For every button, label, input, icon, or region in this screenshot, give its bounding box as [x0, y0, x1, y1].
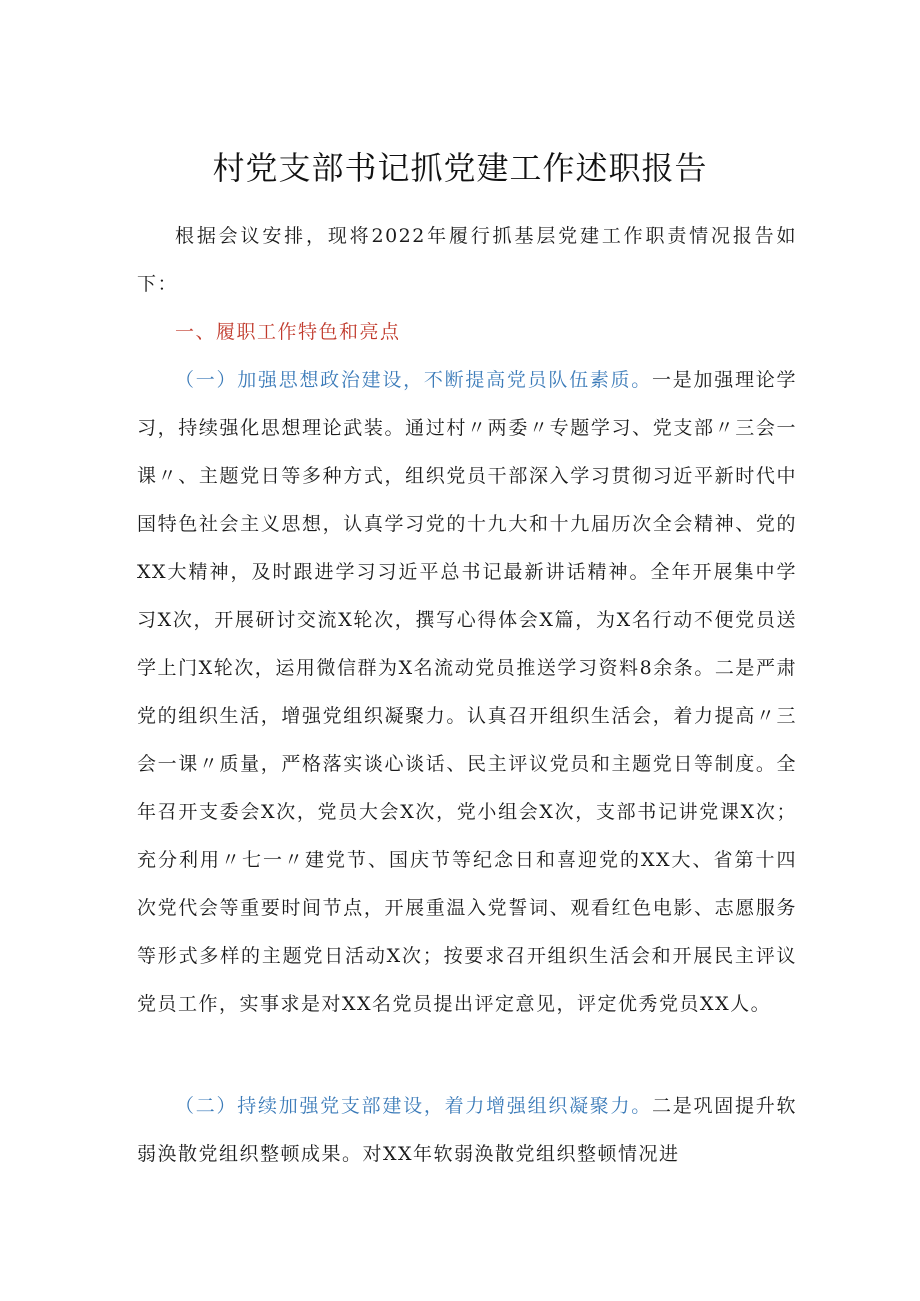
body-paragraph-2 [137, 1082, 797, 1178]
subsection-body-1: 一是加强理论学习，持续强化思想理论武装。通过村〃两委〃专题学习、党支部〃三会一课〃、主题党日等多种方式，组织党员干部深入学习贯彻习近平新时代中国特色社会主义思想，认真学习党的十九大和十九届历次全会精神、党的XX大精神，及时跟进学习习近平总书记最新讲话精神。全年开展集中学习X次，开展研讨交流X轮次，撰写心得体会X篇，为X名行动不便党员送学上门X轮次，运用微信群为X名流动党员推送学习资料8余条。二是严肃党的组织生活，增强党组织凝聚力。认真召开组织生活会，着力提高〃三会一课〃质量，严格落实谈心谈话、民主评议党员和主题党日等制度。全年召开支委会X次，党员大会X次，党小组会X次，支部书记讲党课X次；充分利用〃七一〃建党节、国庆节等纪念日和喜迎党的XX大、省第十四次党代会等重要时间节点，开展重温入党誓词、观看红色电影、志愿服务等形式多样的主题党日活动X次；按要求召开组织生活会和开展民主评议党员工作，实事求是对XX名党员提出评定意见，评定优秀党员XX人。 [137, 369, 797, 1015]
body-paragraph-1 [137, 356, 797, 1028]
subsection-heading-1: （一）加强思想政治建设，不断提高党员队伍素质。 [175, 369, 653, 391]
subsection-heading-2: （二）持续加强党支部建设，着力增强组织凝聚力。 [175, 1095, 653, 1117]
subsection-body-2: 二是巩固提升软弱涣散党组织整顿成果。对XX年软弱涣散党组织整顿情况进 [137, 1095, 797, 1165]
intro-paragraph: 根据会议安排，现将2022年履行抓基层党建工作职责情况报告如下： [137, 225, 797, 295]
section-heading: 一、履职工作特色和亮点 [175, 321, 401, 343]
document-title: 村党支部书记抓党建工作述职报告 [212, 149, 708, 187]
